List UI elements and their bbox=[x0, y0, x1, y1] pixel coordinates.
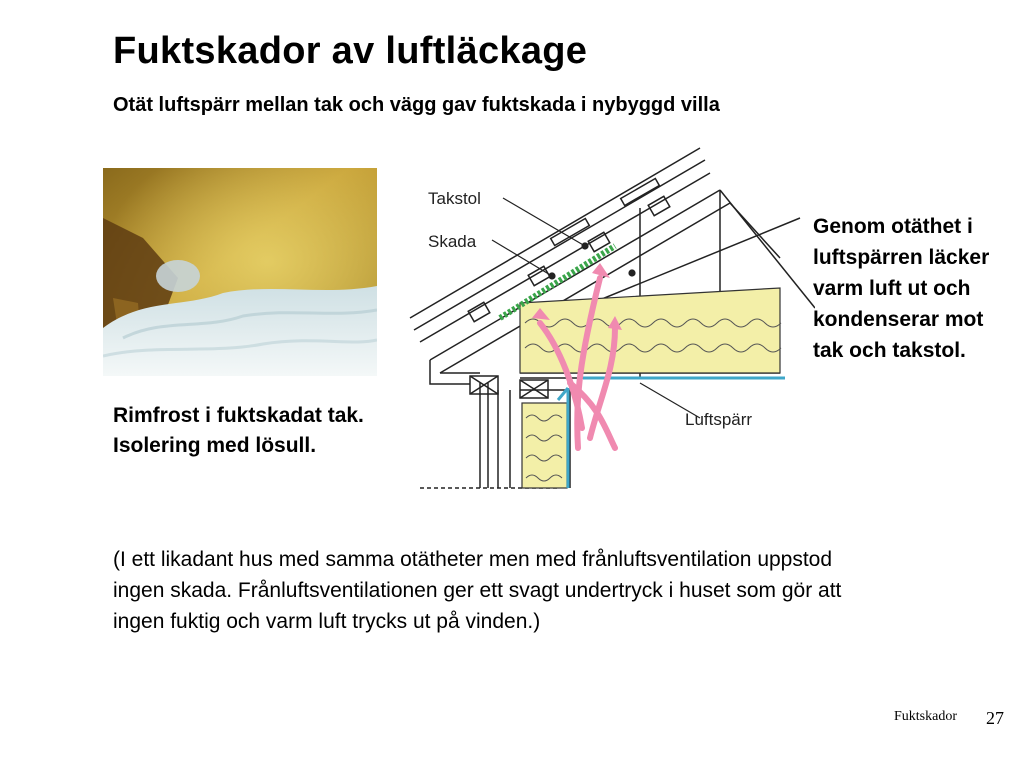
slide-subtitle: Otät luftspärr mellan tak och vägg gav fuktskada i nybyggd villa bbox=[113, 94, 720, 116]
label-takstol: Takstol bbox=[428, 189, 481, 208]
footer-label: Fuktskador bbox=[894, 709, 957, 724]
photo-caption: Rimfrost i fuktskadat tak. Isolering med lösull. bbox=[113, 404, 364, 457]
leak-explanation: Genom otäthet i luftspärren läcker varm luft ut och kondenserar mot tak och takstol. bbox=[813, 215, 990, 362]
frost-photo bbox=[103, 168, 377, 376]
label-skada: Skada bbox=[428, 232, 477, 251]
comparison-paragraph: (I ett likadant hus med samma otätheter men med frånluftsventilation uppstod ingen skada. Frånluftsventilationen ger ett svagt undertryck i huset som gör att ingen fuktig och varm luft trycks ut på vinden.) bbox=[113, 548, 842, 633]
slide-title: Fuktskador av luftläckage bbox=[113, 30, 588, 72]
label-luftsparr: Luftspärr bbox=[685, 410, 753, 429]
roof-wall-diagram bbox=[400, 128, 815, 513]
page-number: 27 bbox=[986, 708, 1004, 728]
